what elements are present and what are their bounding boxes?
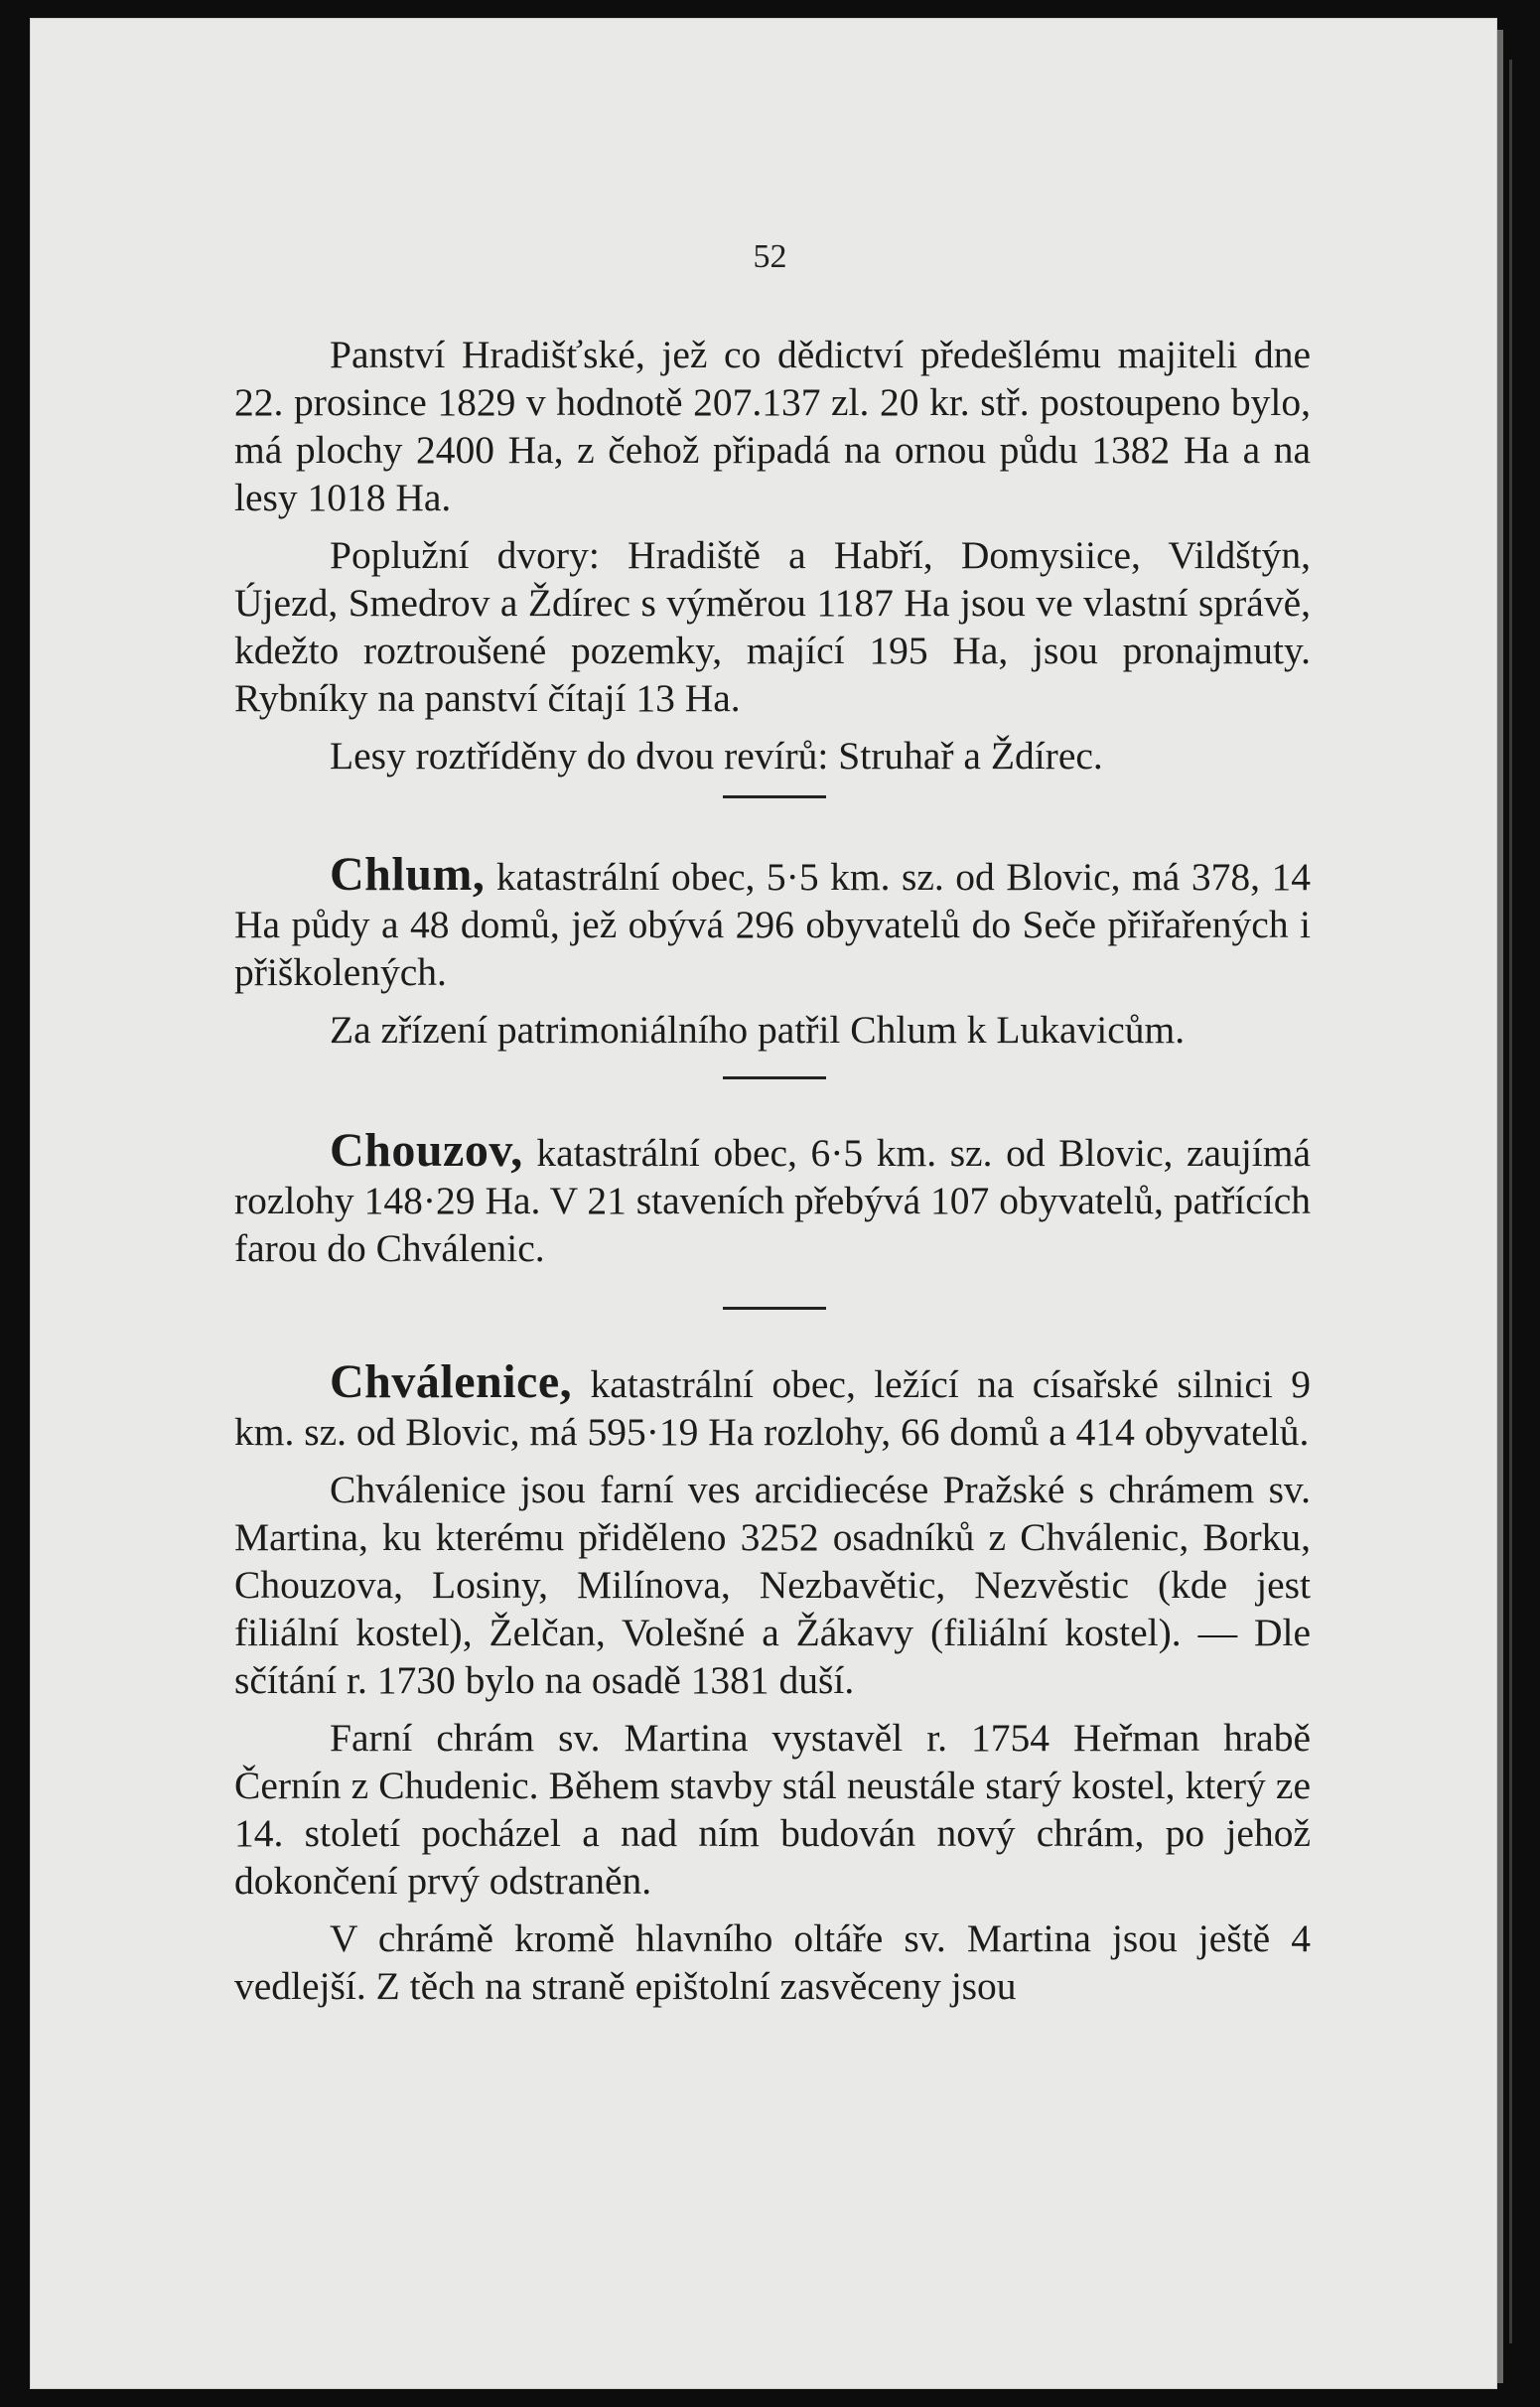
- entry-chouzov: [234, 1124, 1311, 1272]
- estate-section: [234, 331, 1311, 779]
- entry-chvalenice: [234, 1355, 1311, 2010]
- entry-chlum: [234, 848, 1311, 1054]
- entry-name-chvalenice: Chválenice,: [330, 1355, 573, 1408]
- entry-name-chlum: Chlum,: [330, 848, 486, 901]
- paragraph-estate: Panství Hradišťské, jež co dědictví předešlému majiteli dne 22. prosince 1829 v hodnotě 207.137 zl. 20 kr. stř. postoupeno bylo, má plochy 2400 Ha, z čehož připadá na ornou půdu 1382 Ha a na lesy 1018 Ha.: [234, 333, 1311, 519]
- section-separator: [723, 795, 826, 798]
- paragraph-church: Farní chrám sv. Martina vystavěl r. 1754 Heřman hrabě Černín z Chudenic. Během stavby stál neustále starý kostel, který ze 14. století pocházel a nad ním budován nový chrám, po jehož dokončení prvý odstraněn.: [234, 1716, 1311, 1903]
- paragraph-chlum: [234, 848, 1311, 996]
- page-edge-shadow: [1509, 60, 1512, 2343]
- paragraph-chvalenice: [234, 1355, 1311, 1456]
- section-separator: [723, 1307, 826, 1310]
- paragraph-chouzov: [234, 1124, 1311, 1272]
- page-edge: [1497, 30, 1503, 2383]
- paragraph-forests: Lesy roztříděny do dvou revírů: Struhař a Ždírec.: [330, 734, 1103, 778]
- paragraph-chlum-extra: Za zřízení patrimoniálního patřil Chlum k Lukavicům.: [330, 1008, 1186, 1052]
- paragraph-farms: Poplužní dvory: Hradiště a Habří, Domysiice, Vildštýn, Újezd, Smedrov a Ždírec s výměrou 1187 Ha jsou ve vlastní správě, kdežto roztroušené pozemky, mající 195 Ha, jsou pronajmuty. Rybníky na panství čítají 13 Ha.: [234, 533, 1311, 720]
- entry-text-chlum: katastrální obec, 5·5 km. sz. od Blovic, má 378, 14 Ha půdy a 48 domů, jež obývá 296 obyvatelů do Seče přiřařených i přiškolených.: [234, 855, 1311, 994]
- paragraph-parish: Chválenice jsou farní ves arcidiecése Pražské s chrámem sv. Martina, ku kterému přiděleno 3252 osadníků z Chválenic, Borku, Chouzova, Losiny, Milínova, Nezbavětic, Nezvěstic (kde jest filiální kostel), Želčan, Volešné a Žákavy (filiální kostel). — Dle sčítání r. 1730 bylo na osadě 1381 duší.: [234, 1468, 1311, 1702]
- section-separator: [723, 1076, 826, 1079]
- paragraph-altars: V chrámě kromě hlavního oltáře sv. Martina jsou ještě 4 vedlejší. Z těch na straně epištolní zasvěceny jsou: [234, 1916, 1311, 2008]
- page-number: 52: [753, 238, 787, 275]
- entry-name-chouzov: Chouzov,: [330, 1124, 523, 1177]
- entry-text-chouzov: katastrální obec, 6·5 km. sz. od Blovic, zaujímá rozlohy 148·29 Ha. V 21 staveních přebývá 107 obyvatelů, patřících farou do Chválenic.: [234, 1131, 1311, 1270]
- entry-text-chvalenice: katastrální obec, ležící na císařské silnici 9 km. sz. od Blovic, má 595·19 Ha rozlohy, 66 domů a 414 obyvatelů.: [234, 1362, 1311, 1454]
